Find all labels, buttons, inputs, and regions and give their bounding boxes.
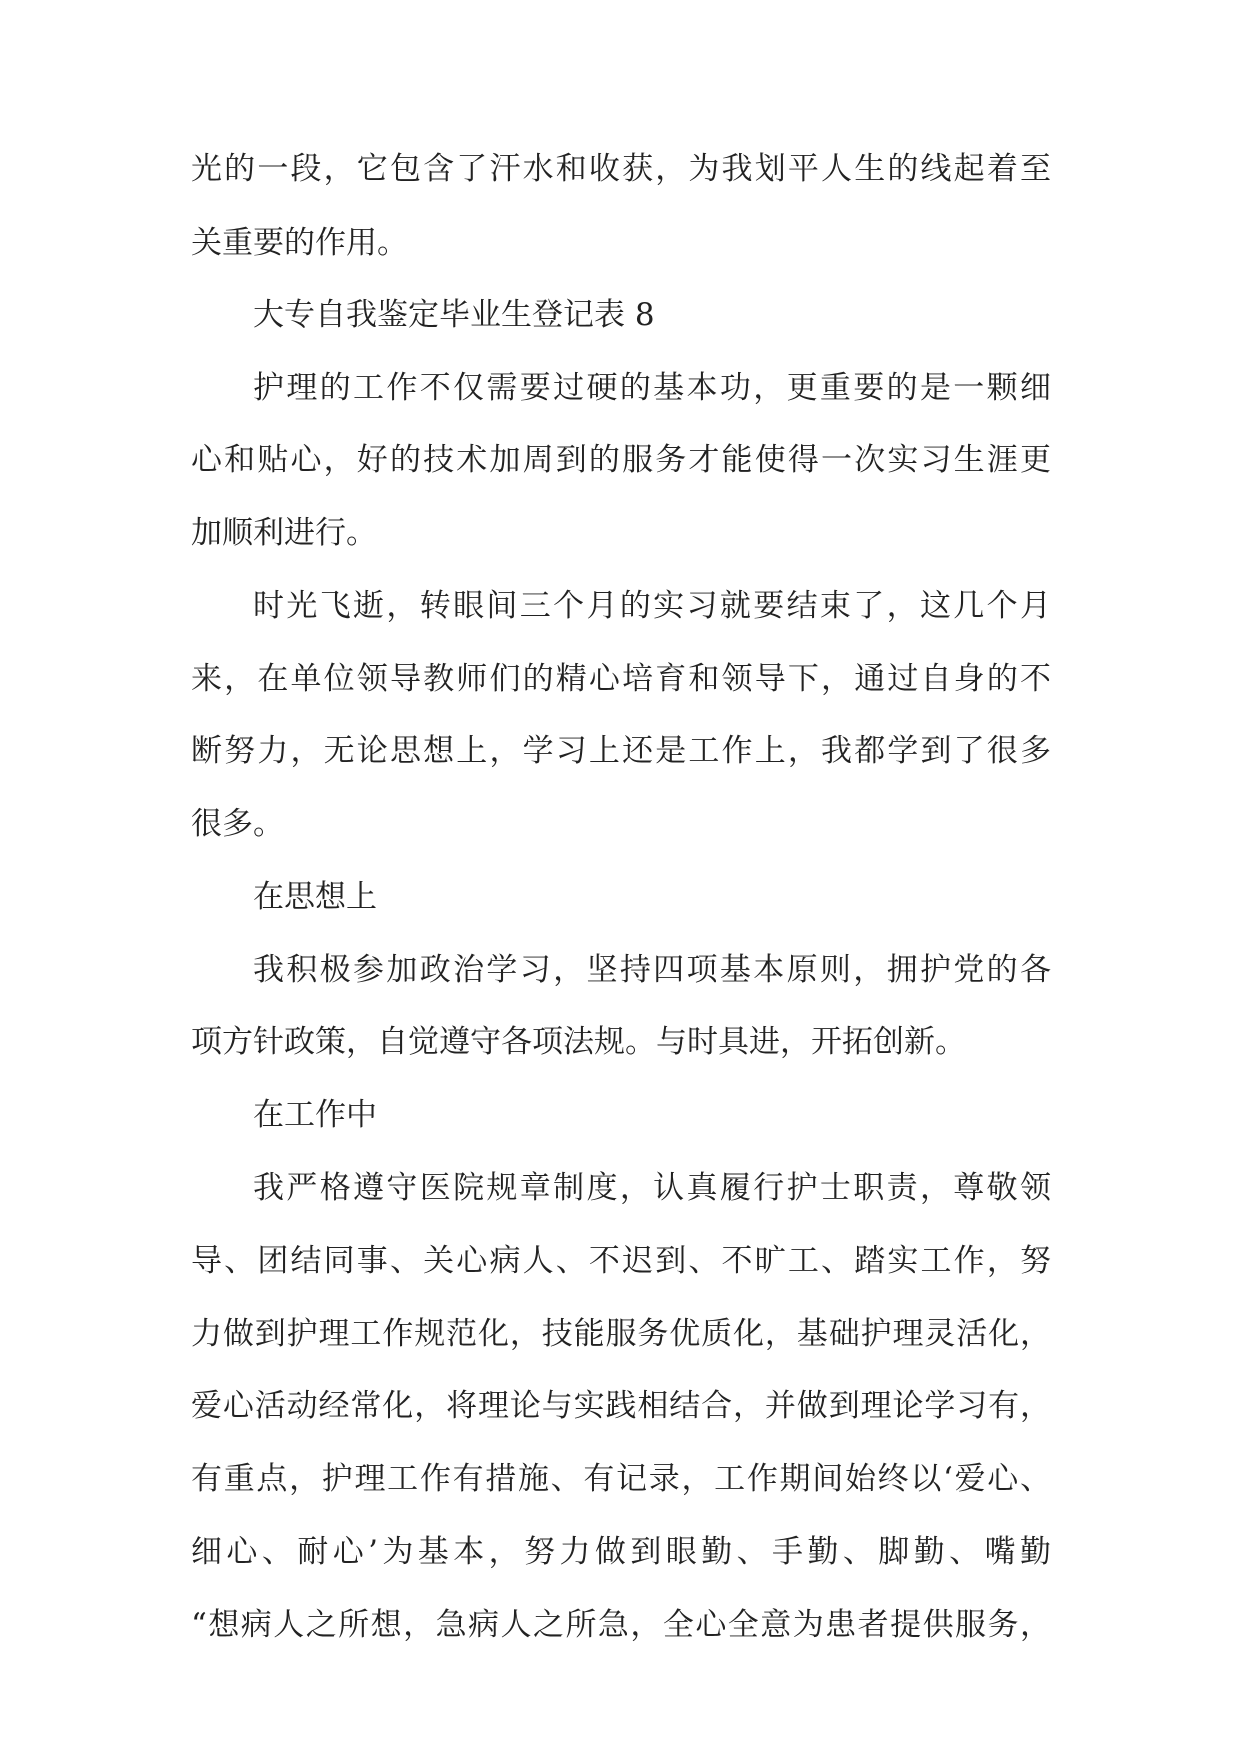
section-heading: 在工作中 <box>253 1097 377 1133</box>
text-line: 导、团结同事、关心病人、不迟到、不旷工、踏实工作，努 <box>191 1243 1051 1279</box>
text-line: 很多。 <box>191 806 284 842</box>
text-line: 有重点，护理工作有措施、有记录，工作期间始终以‘爱心、 <box>191 1461 1051 1497</box>
section-heading: 在思想上 <box>253 879 377 915</box>
text-line: 来，在单位领导教师们的精心培育和领导下，通过自身的不 <box>191 661 1051 697</box>
text-line: 项方针政策，自觉遵守各项法规。与时具进，开拓创新。 <box>191 1024 966 1060</box>
text-line: “想病人之所想，急病人之所急，全心全意为患者提供服务， <box>191 1607 1051 1643</box>
text-line: 关重要的作用。 <box>191 225 408 261</box>
text-line: 光的一段，它包含了汗水和收获，为我划平人生的线起着至 <box>191 151 1051 187</box>
text-line: 加顺利进行。 <box>191 515 377 551</box>
text-line: 护理的工作不仅需要过硬的基本功，更重要的是一颗细 <box>253 370 1051 406</box>
text-line: 我积极参加政治学习，坚持四项基本原则，拥护党的各 <box>253 952 1051 988</box>
section-heading: 大专自我鉴定毕业生登记表 8 <box>253 297 655 333</box>
text-line: 断努力，无论思想上，学习上还是工作上，我都学到了很多 <box>191 733 1051 769</box>
text-line: 细心、耐心’为基本，努力做到眼勤、手勤、脚勤、嘴勤 <box>191 1534 1051 1570</box>
text-line: 时光飞逝，转眼间三个月的实习就要结束了，这几个月 <box>253 588 1051 624</box>
text-line: 我严格遵守医院规章制度，认真履行护士职责，尊敬领 <box>253 1170 1051 1206</box>
text-line: 心和贴心，好的技术加周到的服务才能使得一次实习生涯更 <box>191 442 1051 478</box>
text-line: 力做到护理工作规范化，技能服务优质化，基础护理灵活化， <box>191 1316 1051 1352</box>
text-line: 爱心活动经常化，将理论与实践相结合，并做到理论学习有， <box>191 1388 1051 1424</box>
